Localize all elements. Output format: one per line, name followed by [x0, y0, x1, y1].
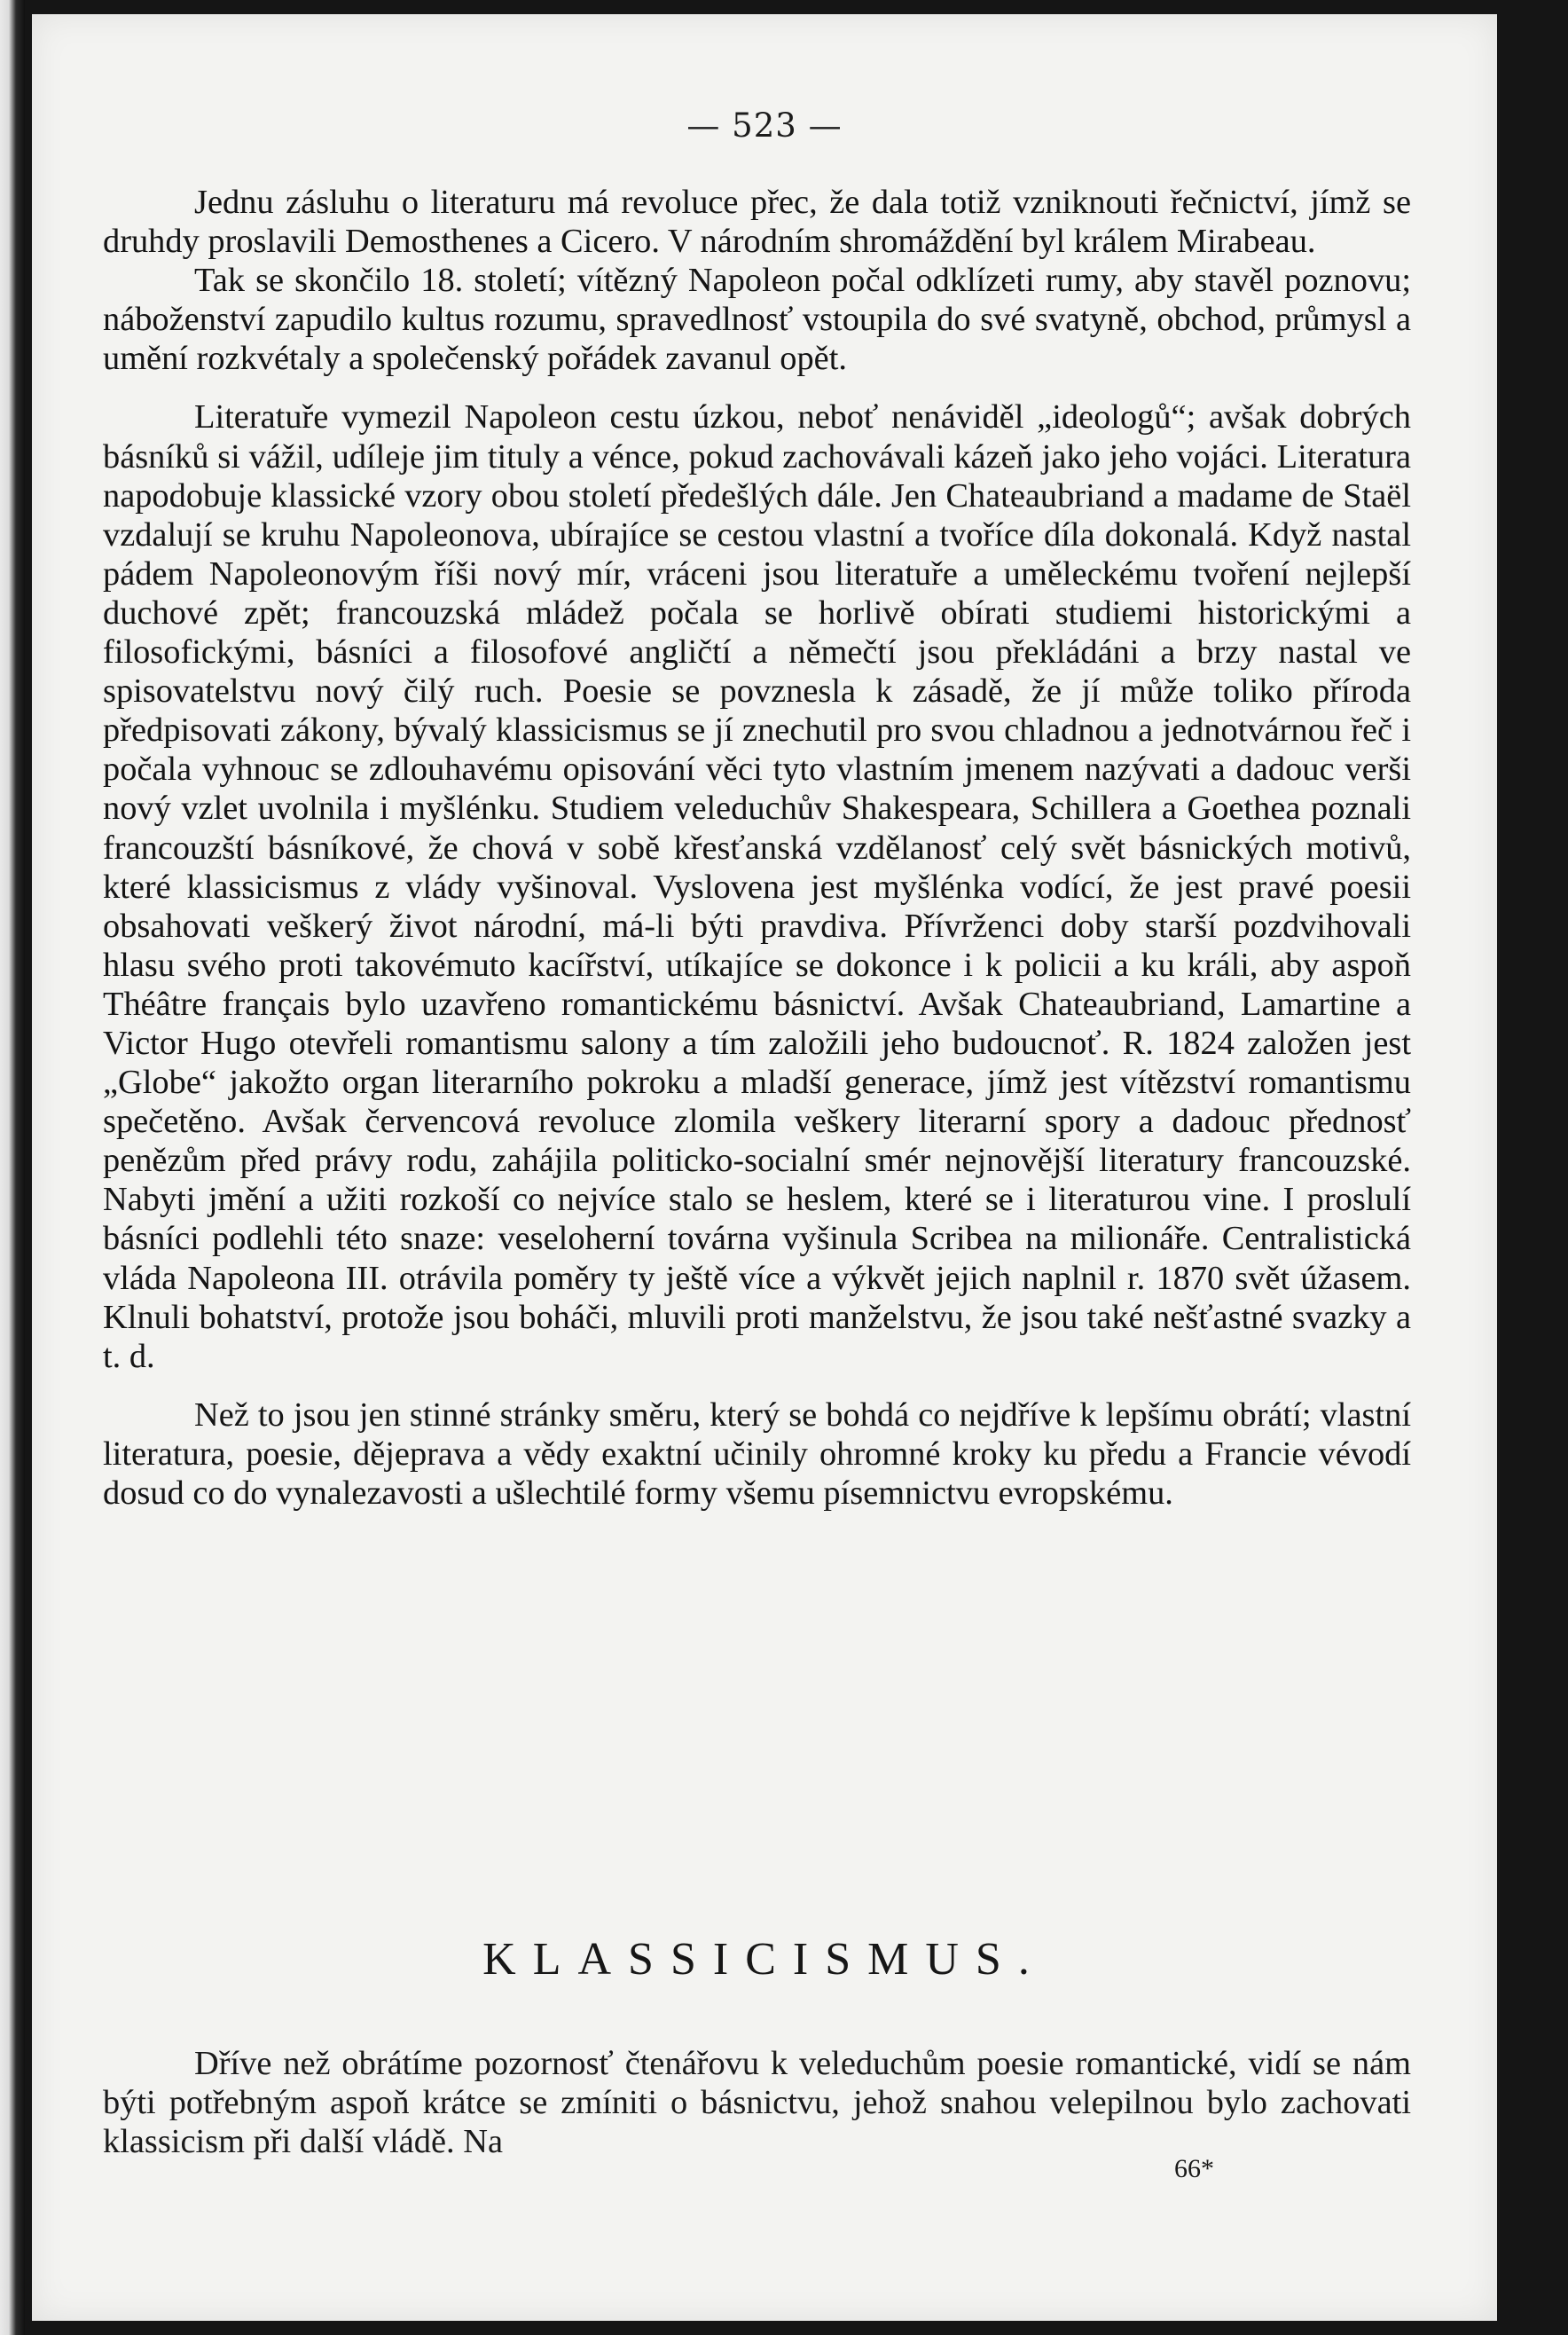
paragraph-1: Jednu zásluhu o literaturu má revoluce přec, že dala totiž vzniknouti řečnictví, jímž se druhdy proslavili Demosthenes a Cicero. V národním shromáždění byl králem Mirabeau. — [103, 184, 1411, 261]
paragraph-3: Literatuře vymezil Napoleon cestu úzkou, neboť nenáviděl „ideologů“; avšak dobrých básníků si vážil, udíleje jim tituly a vénce, pokud zachovávali kázeň jako jeho vojáci. Literatura napodobuje klassické vzory obou století předešlých dále. Jen Chateaubriand a madame de Staël vzdalují se kruhu Napoleonova, ubírajíce se cestou vlastní a tvoříce díla dokonalá. Když nastal pádem Napoleonovým říši nový mír, vráceni jsou literatuře a uměleckému tvoření nejlepší duchové zpět; francouzská mládež počala se horlivě obírati studiemi historickými a filosofickými, básníci a filosofové angličtí a němečtí jsou překládáni a brzy nastal ve spisovatelstvu nový čilý ruch. Poesie se povznesla k zásadě, že jí může toliko příroda předpisovati zákony, bývalý klassicismus se jí znechutil pro svou chladnou a jednotvárnou řeč i počala vyhnouc se zdlouhavému opisování věci tyto vlastním jmenem nazývati a dadouc verši nový vzlet uvolnila i myšlénku. Studiem veleduchův Shakespeara, Schillera a Goethea poznali francouzští básníkové, že chová v sobě křesťanská vzdělanosť celý svět básnických motivů, které klassicismus z vlády vyšinoval. Vyslovena jest myšlénka vodící, že jest pravé poesii obsahovati veškerý život národní, má-li býti pravdiva. Přívrženci doby starší pozdvihovali hlasu svého proti takovémuto kacířství, utíkajíce se dokonce i k policii a ku králi, aby aspoň Théâtre français bylo uzavřeno romantickému básnictví. Avšak Chateaubriand, Lamartine a Victor Hugo otevřeli romantismu salony a tím založili jeho budoucnoť. R. 1824 založen jest „Globe“ jakožto organ literarního pokroku a mladší generace, jímž jest vítězství romantismu spečetěno. Avšak červencová revoluce zlomila veškery literarní spory a dadouc přednosť penězům před právy rodu, zahájila politicko-socialní smér nejnovější literatury francouzské. Nabyti jmění a užiti rozkoší co nejvíce stalo se heslem, které se i literaturou vine. I proslulí básníci podlehli této snaze: veseloherní továrna vyšinula Scribea na milionáře. Centralistická vláda Napoleona III. otrávila poměry ty ještě více a výkvět jejich naplnil r. 1870 svět úžasem. Klnuli bohatství, protože jsou boháči, mluvili proti manželstvu, že jsou také nešťastné svazky a t. d. — [103, 398, 1411, 1375]
left-page-edge — [0, 0, 25, 2335]
section-heading: KLASSICISMUS. — [482, 1934, 1047, 1985]
signature-mark: 66* — [1174, 2154, 1214, 2183]
page-number: — 523 — — [686, 106, 843, 145]
paragraph-2: Tak se skončilo 18. století; vítězný Napoleon počal odklízeti rumy, aby stavěl poznovu; náboženství zapudilo kultus rozumu, spravedlnosť vstoupila do své svatyně, obchod, průmysl a umění rozkvétaly a společenský pořádek zavanul opět. — [103, 262, 1411, 378]
section-text — [103, 2044, 1411, 2161]
paragraph-4: Než to jsou jen stinné stránky směru, který se bohdá co nejdříve k lepšímu obrátí; vlastní literatura, poesie, dějeprava a vědy exaktní učinily ohromné kroky ku předu a Francie vévodí dosud co do vynalezavosti a ušlechtilé formy všemu písemnictvu evropskému. — [103, 1395, 1411, 1512]
main-text — [103, 183, 1411, 1513]
section-paragraph: Dříve než obrátíme pozornosť čtenářovu k veleduchům poesie romantické, vidí se nám býti potřebným aspoň krátce se zmíniti o básnictvu, jehož snahou velepilnou bylo zachovati klassicism při další vládě. Na — [103, 2045, 1411, 2160]
book-page — [32, 14, 1497, 2321]
